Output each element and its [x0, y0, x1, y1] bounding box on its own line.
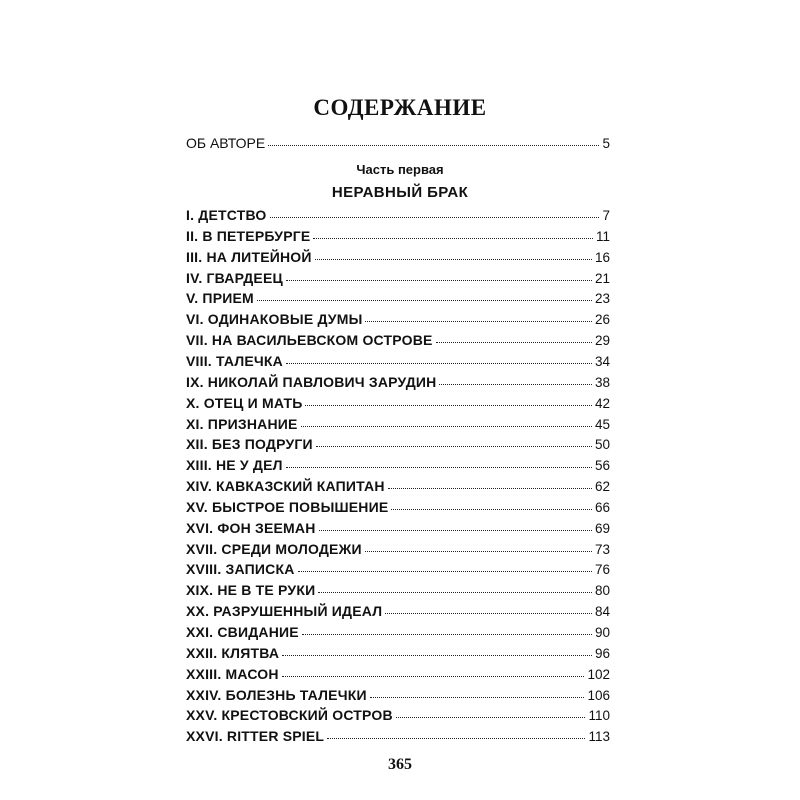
dot-leader — [365, 320, 591, 322]
toc-entry-label: ОБ АВТОРЕ — [186, 135, 266, 151]
toc-chapter-entry — [186, 560, 610, 578]
chapter-title: XV. БЫСТРОЕ ПОВЫШЕНИЕ — [186, 498, 389, 515]
chapter-title: XXI. СВИДАНИЕ — [186, 624, 299, 640]
chapter-title: XXV. КРЕСТОВСКИЙ ОСТРОВ — [186, 707, 393, 724]
chapter-page: 102 — [587, 666, 610, 682]
toc-chapter-entry — [186, 352, 610, 370]
chapter-title: XVI. ФОН ЗЕЕМАН — [186, 519, 316, 536]
chapter-title: XXIV. БОЛЕЗНЬ ТАЛЕЧКИ — [186, 686, 367, 703]
toc-chapter-entry — [186, 686, 610, 704]
dot-leader — [313, 237, 593, 239]
dot-leader — [391, 508, 592, 510]
chapter-page: 11 — [595, 228, 610, 244]
chapter-page: 29 — [594, 333, 610, 349]
chapter-page: 38 — [594, 374, 610, 390]
dot-leader — [302, 633, 592, 635]
dot-leader — [327, 737, 585, 739]
dot-leader — [286, 362, 592, 364]
dot-leader — [396, 716, 586, 718]
dot-leader — [439, 383, 591, 385]
chapter-title: XX. РАЗРУШЕННЫЙ ИДЕАЛ — [186, 603, 383, 620]
dot-leader — [316, 445, 592, 447]
chapter-title: XIII. НЕ У ДЕЛ — [186, 457, 283, 474]
dot-leader — [385, 612, 592, 614]
chapter-page: 45 — [594, 416, 610, 432]
toc-chapter-entry — [186, 456, 610, 474]
dot-leader — [315, 258, 592, 260]
chapter-title: IX. НИКОЛАЙ ПАВЛОВИЧ ЗАРУДИН — [186, 373, 437, 390]
toc-chapter-entry — [186, 227, 610, 245]
dot-leader — [318, 591, 592, 593]
chapter-title: IV. ГВАРДЕЕЦ — [186, 269, 283, 286]
toc-entry-about-author — [186, 134, 610, 152]
dot-leader — [270, 216, 600, 218]
dot-leader — [301, 425, 592, 427]
chapter-page: 42 — [594, 395, 610, 411]
part-label: Часть первая — [356, 162, 444, 177]
toc-chapter-entry — [186, 289, 610, 307]
toc-chapter-entry — [186, 477, 610, 495]
toc-chapter-entry — [186, 498, 610, 516]
chapter-page: 76 — [594, 562, 610, 578]
chapter-page: 62 — [594, 479, 610, 495]
toc-chapter-entry — [186, 519, 610, 537]
chapter-page: 96 — [594, 645, 610, 661]
dot-leader — [365, 550, 592, 552]
chapter-title: II. В ПЕТЕРБУРГЕ — [186, 227, 311, 244]
chapter-title: VIII. ТАЛЕЧКА — [186, 352, 283, 369]
page-title: СОДЕРЖАНИЕ — [313, 95, 487, 120]
dot-leader — [257, 299, 592, 301]
chapter-title: V. ПРИЕМ — [186, 290, 254, 307]
chapter-page: 50 — [594, 437, 610, 453]
dot-leader — [319, 529, 592, 531]
toc-entry-page: 5 — [602, 136, 610, 151]
chapter-page: 113 — [588, 729, 610, 745]
toc-chapter-entry — [186, 394, 610, 412]
page-number: 365 — [388, 756, 412, 773]
chapter-title: XVII. СРЕДИ МОЛОДЕЖИ — [186, 540, 362, 557]
dot-leader — [305, 404, 592, 406]
chapter-page: 80 — [594, 583, 610, 599]
part-subtitle: НЕРАВНЫЙ БРАК — [331, 184, 469, 201]
toc-chapter-entry — [186, 581, 610, 599]
chapter-page: 23 — [594, 291, 610, 307]
chapter-title: XXIII. МАСОН — [186, 665, 279, 682]
toc-chapter-entry — [186, 415, 610, 433]
chapter-title: X. ОТЕЦ И МАТЬ — [186, 394, 303, 411]
chapter-page: 69 — [594, 520, 610, 536]
toc-chapter-entry — [186, 435, 610, 453]
dot-leader — [282, 654, 592, 656]
dot-leader — [370, 696, 585, 698]
chapter-page: 7 — [602, 208, 610, 223]
chapter-title: XXII. КЛЯТВА — [186, 644, 280, 661]
chapter-page: 73 — [594, 541, 610, 557]
toc-chapter-entry — [186, 665, 610, 683]
chapter-page: 56 — [594, 458, 610, 474]
chapter-title: XI. ПРИЗНАНИЕ — [186, 415, 298, 432]
chapter-page: 66 — [594, 499, 610, 515]
chapter-title: XXVI. RITTER SPIEL — [186, 728, 325, 745]
dot-leader — [388, 487, 592, 489]
dot-leader — [436, 341, 592, 343]
chapter-title: VI. ОДИНАКОВЫЕ ДУМЫ — [186, 311, 363, 328]
chapter-title: XIV. КАВКАЗСКИЙ КАПИТАН — [186, 478, 385, 495]
dot-leader — [298, 570, 592, 572]
chapter-page: 106 — [587, 687, 610, 703]
chapter-page: 84 — [594, 604, 610, 620]
chapter-title: III. НА ЛИТЕЙНОЙ — [186, 248, 312, 265]
toc-chapter-entry — [186, 248, 610, 266]
chapter-page: 34 — [594, 353, 610, 369]
dot-leader — [268, 144, 599, 146]
toc-chapter-entry — [186, 540, 610, 558]
toc-chapter-entry — [186, 644, 610, 662]
chapter-title: XVIII. ЗАПИСКА — [186, 561, 295, 578]
chapter-page: 90 — [594, 625, 610, 640]
dot-leader — [286, 466, 592, 468]
chapter-page: 110 — [588, 708, 610, 724]
toc-chapter-entry — [186, 602, 610, 620]
toc-chapter-entry — [186, 331, 610, 349]
toc-chapter-entry — [186, 373, 610, 391]
toc-chapter-entry — [186, 206, 610, 224]
chapter-page: 26 — [594, 312, 610, 328]
chapter-title: XIX. НЕ В ТЕ РУКИ — [186, 582, 316, 599]
chapter-page: 16 — [594, 249, 610, 265]
chapter-title: VII. НА ВАСИЛЬЕВСКОМ ОСТРОВЕ — [186, 332, 433, 349]
toc-chapter-entry — [186, 727, 610, 745]
toc-chapter-entry — [186, 269, 610, 287]
chapter-title: I. ДЕТСТВО — [186, 207, 267, 223]
chapter-page: 21 — [594, 270, 610, 286]
chapter-title: XII. БЕЗ ПОДРУГИ — [186, 436, 313, 453]
dot-leader — [286, 279, 592, 281]
dot-leader — [282, 675, 585, 677]
toc-chapter-entry — [186, 706, 610, 724]
toc-chapter-entry — [186, 310, 610, 328]
toc-chapter-entry — [186, 623, 610, 641]
